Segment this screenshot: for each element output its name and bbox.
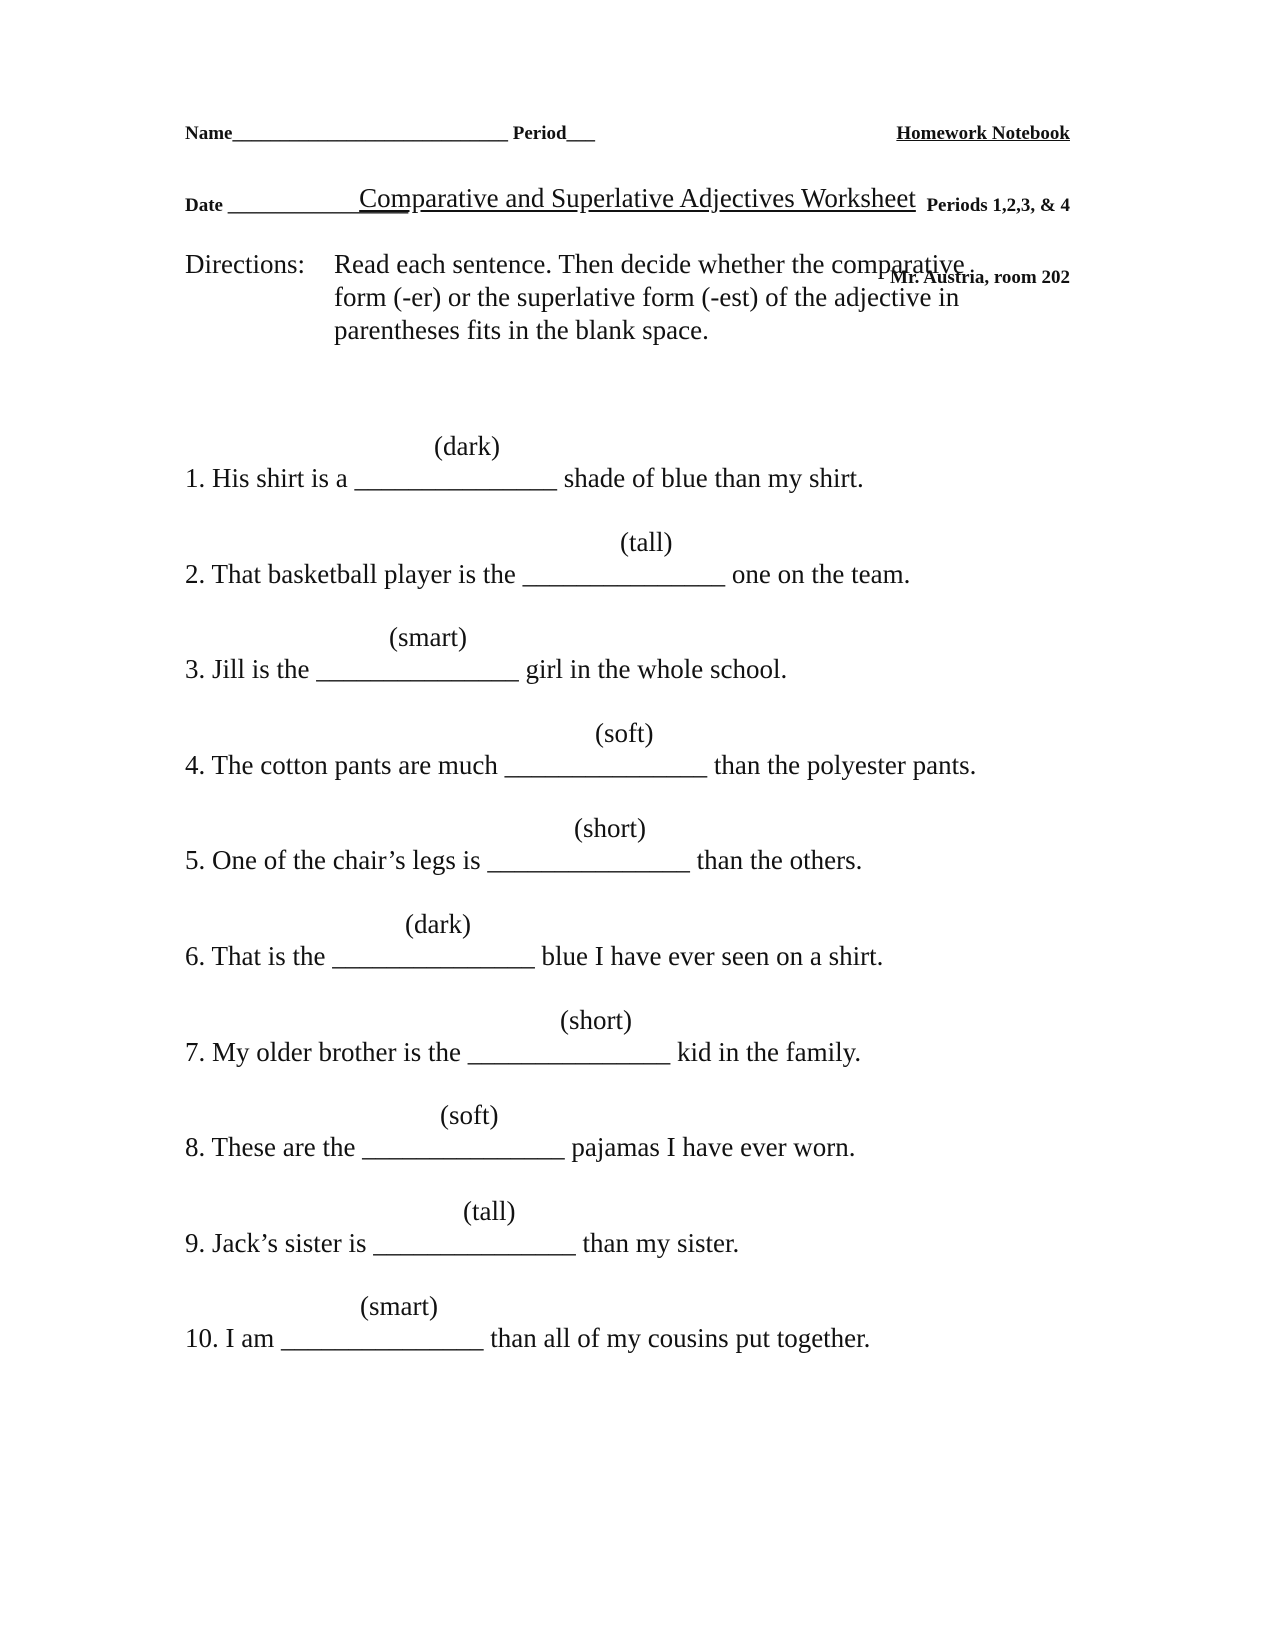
question-hint: (dark) <box>405 909 471 939</box>
question-hint: (smart) <box>389 622 467 652</box>
question-sentence: 4. The cotton pants are much _______________ than the polyester pants. <box>185 750 977 780</box>
question-hint: (tall) <box>620 527 673 557</box>
question-hint: (dark) <box>434 431 500 461</box>
notebook-label: Homework Notebook <box>896 123 1070 144</box>
question-hint: (soft) <box>595 718 654 748</box>
question-hint: (soft) <box>440 1100 499 1130</box>
teacher-label: Mr. Austria, room 202 <box>890 267 1070 288</box>
question-hint: (tall) <box>463 1196 516 1226</box>
question-sentence: 5. One of the chair’s legs is _______________ than the others. <box>185 845 863 875</box>
question-hint: (short) <box>560 1005 632 1035</box>
question-sentence: 7. My older brother is the _______________ kid in the family. <box>185 1037 862 1067</box>
question-hint: (smart) <box>360 1291 438 1321</box>
question-sentence: 3. Jill is the _______________ girl in the whole school. <box>185 654 788 684</box>
worksheet-title-text: Comparative and Superlative Adjectives Worksheet <box>359 183 916 213</box>
question-sentence: 1. His shirt is a _______________ shade of blue than my shirt. <box>185 463 864 493</box>
question-sentence: 9. Jack’s sister is _______________ than my sister. <box>185 1228 740 1258</box>
question-hint: (short) <box>574 813 646 843</box>
periods-label: Periods 1,2,3, & 4 <box>926 195 1070 216</box>
student-info-header <box>185 74 595 266</box>
directions-label: Directions: <box>185 249 305 279</box>
name-period-line: Name_____________________________ Period___ <box>185 123 596 144</box>
date-line: Date ___________________ <box>185 195 409 216</box>
question-sentence: 10. I am _______________ than all of my cousins put together. <box>185 1323 871 1353</box>
question-sentence: 6. That is the _______________ blue I have ever seen on a shirt. <box>185 941 884 971</box>
question-sentence: 2. That basketball player is the _______________ one on the team. <box>185 559 911 589</box>
question-10 <box>185 1258 870 1450</box>
worksheet-title <box>0 181 1275 215</box>
question-sentence: 8. These are the _______________ pajamas I have ever worn. <box>185 1132 856 1162</box>
directions-text: Read each sentence. Then decide whether the comparative form (-er) or the superlative form (-est) of the adjective in parentheses fits in the blank space. <box>334 249 965 345</box>
